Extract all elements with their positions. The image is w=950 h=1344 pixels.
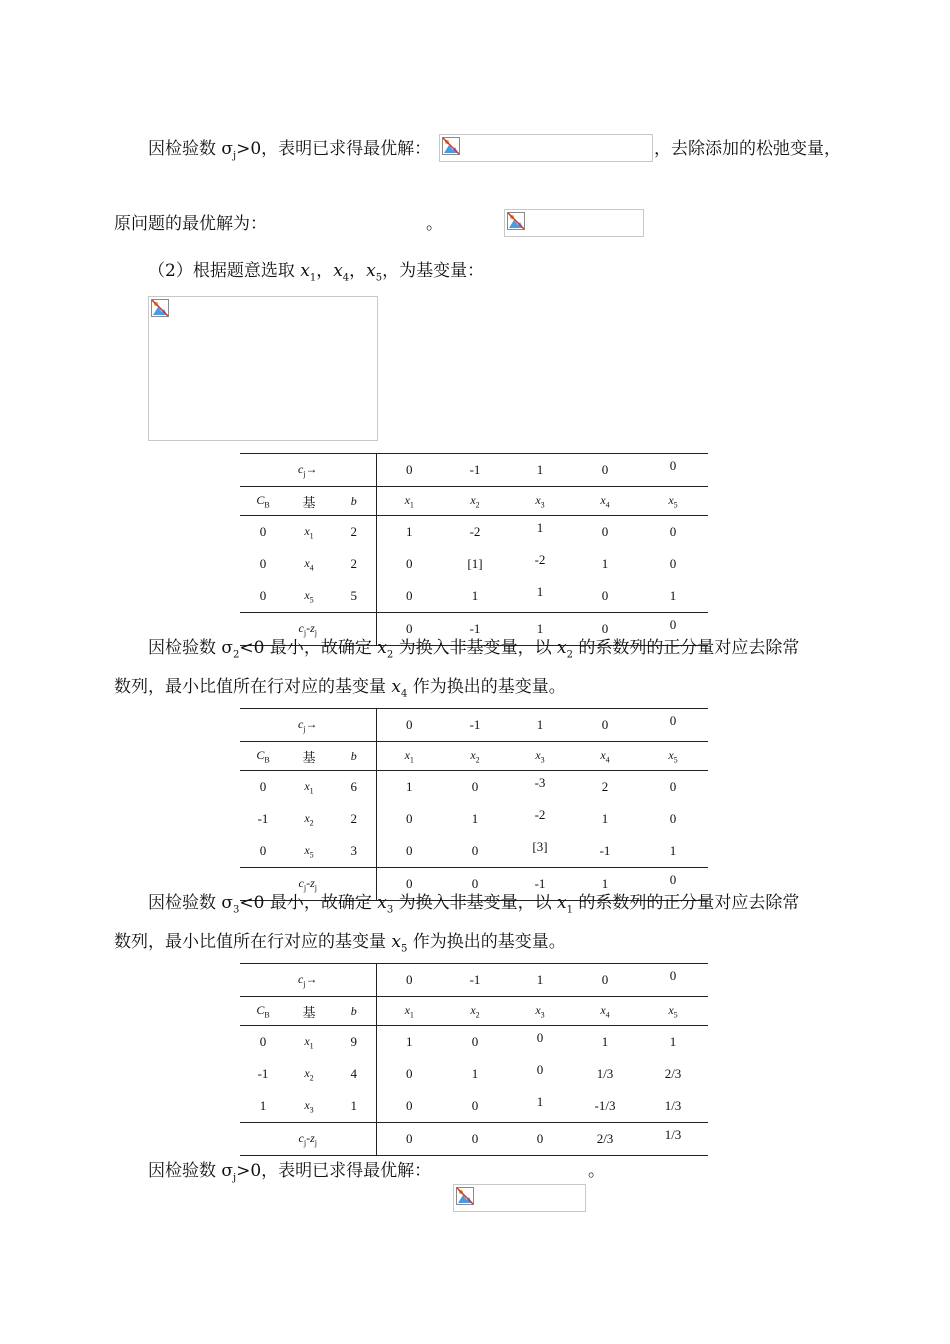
subscript: 5 bbox=[375, 272, 383, 284]
var-cell: $x_5$ bbox=[638, 487, 708, 516]
coef-value: 1 bbox=[536, 1094, 544, 1109]
var: x bbox=[377, 893, 387, 913]
subscript: 1 bbox=[309, 272, 317, 284]
table-row bbox=[240, 1026, 708, 1059]
reduced-cost-value: 0 bbox=[638, 613, 708, 646]
cb-value: 0 bbox=[259, 1034, 267, 1049]
subscript: j bbox=[303, 979, 306, 989]
cj-value: 0 bbox=[638, 454, 708, 487]
subscript: 1 bbox=[309, 531, 314, 541]
formula-image-placeholder bbox=[504, 209, 644, 237]
var: x bbox=[391, 677, 401, 697]
basis-header: 基 bbox=[286, 487, 332, 516]
reduced-cost-value: 0 bbox=[376, 1123, 442, 1156]
formula-image-placeholder bbox=[439, 134, 653, 162]
text: >0，表明已求得最优解： bbox=[236, 139, 432, 159]
broken-image-icon bbox=[507, 212, 525, 230]
b-header: b bbox=[332, 742, 376, 771]
subscript: j bbox=[303, 883, 307, 893]
coef-value: 2 bbox=[601, 779, 609, 794]
cj-row bbox=[240, 964, 708, 997]
text: 。 bbox=[588, 1161, 605, 1181]
pivot-explanation-2 bbox=[148, 891, 799, 922]
formula-image-placeholder bbox=[453, 1184, 586, 1212]
var-cell: $x_2$ bbox=[442, 487, 508, 516]
cj-value: 0 bbox=[572, 454, 638, 487]
basis-header: 基 bbox=[286, 997, 332, 1026]
subscript: j bbox=[314, 1138, 317, 1148]
coef-value: 1 bbox=[406, 779, 413, 794]
text: <0 最小，故确定 bbox=[239, 893, 378, 913]
var: x bbox=[333, 261, 343, 281]
coef-value: 0 bbox=[669, 811, 677, 826]
coef-value: 1 bbox=[471, 1066, 479, 1081]
subscript: 1 bbox=[409, 1010, 414, 1020]
cj-value: 0 bbox=[376, 709, 442, 742]
broken-image-icon bbox=[456, 1187, 474, 1205]
var-cell: $x_5$ bbox=[304, 587, 314, 605]
coef-value: -1/3 bbox=[594, 1098, 616, 1113]
subscript: 3 bbox=[386, 904, 394, 916]
b-value: 5 bbox=[332, 580, 376, 613]
text: 的系数列的正分量对应去除常 bbox=[573, 638, 800, 658]
subscript: 3 bbox=[540, 1010, 545, 1020]
coef-value: -3 bbox=[534, 775, 546, 790]
text: 数列，最小比值所在行对应的基变量 bbox=[114, 677, 392, 697]
var: x bbox=[557, 893, 567, 913]
subscript: 5 bbox=[401, 943, 408, 955]
coef-value: 0 bbox=[669, 524, 677, 539]
text: 作为换出的基变量。 bbox=[407, 932, 566, 952]
cb-value: 0 bbox=[259, 779, 267, 794]
table-row bbox=[240, 835, 708, 868]
subscript: 5 bbox=[673, 1010, 678, 1020]
subscript: 1 bbox=[409, 755, 414, 765]
text: ， bbox=[316, 261, 334, 281]
optimal-solution-line bbox=[148, 137, 431, 168]
simplex-tableau bbox=[240, 963, 708, 1156]
var-cell: $x_3$ bbox=[304, 1097, 314, 1115]
var-cell: $x_1$ bbox=[376, 487, 442, 516]
coef-value: 0 bbox=[406, 811, 413, 826]
subscript: j bbox=[303, 724, 306, 734]
table-row bbox=[240, 516, 708, 549]
cj-label: $c_j\to$ bbox=[240, 709, 376, 742]
var-cell: $x_5$ bbox=[638, 997, 708, 1026]
czj-label: $c_j-z_j$ bbox=[240, 868, 376, 901]
arrow: → bbox=[305, 716, 318, 731]
broken-image-icon bbox=[442, 137, 460, 155]
coef-value: 0 bbox=[406, 588, 413, 603]
b-header: b bbox=[332, 997, 376, 1026]
pivot-explanation-1-cont bbox=[114, 675, 566, 706]
coef-value: 0 bbox=[601, 524, 609, 539]
b-value: 2 bbox=[332, 548, 376, 580]
coef-value: 1/3 bbox=[664, 1098, 682, 1113]
var-cell: $x_1$ bbox=[304, 523, 314, 541]
cb-value: 0 bbox=[259, 556, 267, 571]
coef-value: 0 bbox=[471, 843, 479, 858]
subscript: 5 bbox=[309, 850, 314, 860]
subscript: 1 bbox=[309, 786, 314, 796]
cb-value: 0 bbox=[259, 843, 267, 858]
cb-header: $C_B$ bbox=[240, 487, 286, 516]
cj-value: -1 bbox=[442, 454, 508, 487]
model-image-placeholder bbox=[148, 296, 378, 441]
reduced-cost-row bbox=[240, 1123, 708, 1156]
coef-value: 1/3 bbox=[596, 1066, 614, 1081]
text: 数列，最小比值所在行对应的基变量 bbox=[114, 932, 392, 952]
b-value: 2 bbox=[332, 803, 376, 835]
text: 因检验数 σ bbox=[148, 638, 234, 658]
cb-value: 0 bbox=[259, 588, 267, 603]
subscript: 3 bbox=[540, 500, 545, 510]
subscript: 2 bbox=[566, 649, 574, 661]
czj-label: $c_j-z_j$ bbox=[240, 1123, 376, 1156]
coef-value: 0 bbox=[601, 588, 609, 603]
simplex-tableau bbox=[240, 708, 708, 901]
subscript: 4 bbox=[605, 1010, 610, 1020]
czj-label: $c_j-z_j$ bbox=[240, 613, 376, 646]
var-cell: $x_3$ bbox=[508, 487, 572, 516]
var-cell: $x_1$ bbox=[376, 997, 442, 1026]
cb-value: -1 bbox=[257, 811, 269, 826]
text: <0 最小，故确定 bbox=[239, 638, 378, 658]
coef-value: 0 bbox=[406, 1066, 413, 1081]
text: 为换入非基变量，以 bbox=[393, 893, 558, 913]
coef-value: 1 bbox=[601, 1034, 609, 1049]
cj-value: 0 bbox=[638, 709, 708, 742]
coef-value: 2/3 bbox=[664, 1066, 682, 1081]
reduced-cost-value: 0 bbox=[638, 868, 708, 901]
cj-label: $c_j\to$ bbox=[240, 964, 376, 997]
subscript: j bbox=[303, 469, 306, 479]
cj-value: 0 bbox=[376, 964, 442, 997]
subscript: 4 bbox=[605, 755, 610, 765]
text: ， bbox=[349, 261, 367, 281]
table-row bbox=[240, 803, 708, 835]
subscript: 5 bbox=[309, 595, 314, 605]
reduced-cost-value: 0 bbox=[442, 1123, 508, 1156]
var: x bbox=[377, 638, 387, 658]
b-value: 9 bbox=[332, 1026, 376, 1059]
var-cell: $x_2$ bbox=[304, 1065, 314, 1083]
text: ，去除添加的松弛变量， bbox=[654, 139, 841, 159]
broken-image-icon bbox=[151, 299, 169, 317]
subscript: 5 bbox=[673, 755, 678, 765]
reduced-cost-value: 1 bbox=[508, 613, 572, 646]
cj-value: 1 bbox=[508, 709, 572, 742]
pivot-explanation-1 bbox=[148, 636, 799, 667]
subscript: j bbox=[303, 628, 307, 638]
coef-value: -1 bbox=[599, 843, 611, 858]
subscript: 2 bbox=[233, 649, 240, 661]
cj-value: 0 bbox=[572, 964, 638, 997]
coef-value: 0 bbox=[669, 779, 677, 794]
reduced-cost-value: 0 bbox=[376, 613, 442, 646]
var-cell: $x_4$ bbox=[572, 487, 638, 516]
var: x bbox=[391, 932, 401, 952]
coef-value: -2 bbox=[534, 552, 546, 567]
text: ，为基变量： bbox=[382, 261, 485, 281]
pivot-explanation-2-cont bbox=[114, 930, 566, 961]
cj-value: -1 bbox=[442, 709, 508, 742]
subscript: j bbox=[314, 883, 317, 893]
cb-value: 1 bbox=[259, 1098, 267, 1113]
coef-value: 0 bbox=[471, 1098, 479, 1113]
original-solution-label: 原问题的最优解为： bbox=[114, 214, 267, 234]
header-row bbox=[240, 487, 708, 516]
coef-value: 1 bbox=[669, 843, 677, 858]
var-cell: $x_2$ bbox=[304, 810, 314, 828]
subscript: j bbox=[233, 1172, 237, 1184]
subscript: 1 bbox=[309, 1041, 314, 1051]
header-row bbox=[240, 997, 708, 1026]
reduced-cost-value: 2/3 bbox=[572, 1123, 638, 1156]
text: 。 bbox=[426, 214, 443, 234]
subscript: 4 bbox=[342, 272, 350, 284]
text: 作为换出的基变量。 bbox=[407, 677, 566, 697]
cj-row bbox=[240, 709, 708, 742]
subscript: 2 bbox=[386, 649, 394, 661]
subscript: 1 bbox=[409, 500, 414, 510]
simplex-tableau bbox=[240, 453, 708, 646]
b-value: 3 bbox=[332, 835, 376, 868]
subscript: 5 bbox=[673, 500, 678, 510]
coef-value: 1 bbox=[536, 520, 544, 535]
b-value: 1 bbox=[332, 1090, 376, 1123]
coef-value: -2 bbox=[534, 807, 546, 822]
header-row bbox=[240, 742, 708, 771]
arrow: → bbox=[305, 971, 318, 986]
subscript: 4 bbox=[605, 500, 610, 510]
table-row bbox=[240, 1090, 708, 1123]
subscript: 2 bbox=[309, 818, 314, 828]
coef-value: 1 bbox=[601, 556, 609, 571]
subscript: 2 bbox=[475, 500, 480, 510]
var-cell: $x_2$ bbox=[442, 997, 508, 1026]
var-cell: $x_3$ bbox=[508, 742, 572, 771]
coef-value: 1 bbox=[669, 1034, 677, 1049]
text: 为换入非基变量，以 bbox=[393, 638, 558, 658]
reduced-cost-value: -1 bbox=[508, 868, 572, 901]
cj-value: 1 bbox=[508, 964, 572, 997]
coef-value: [3] bbox=[532, 839, 548, 854]
var: x bbox=[300, 261, 310, 281]
coef-value: 1 bbox=[406, 524, 413, 539]
subscript: j bbox=[303, 1138, 307, 1148]
table-row bbox=[240, 771, 708, 804]
var-cell: $x_2$ bbox=[442, 742, 508, 771]
subscript: B bbox=[264, 500, 270, 510]
arrow: → bbox=[305, 461, 318, 476]
coef-value: 0 bbox=[471, 779, 479, 794]
b-value: 2 bbox=[332, 516, 376, 549]
subscript: 1 bbox=[566, 904, 574, 916]
cj-row bbox=[240, 454, 708, 487]
b-value: 4 bbox=[332, 1058, 376, 1090]
cj-value: -1 bbox=[442, 964, 508, 997]
coef-value: 0 bbox=[406, 843, 413, 858]
reduced-cost-value: 1 bbox=[572, 868, 638, 901]
final-optimal-line bbox=[148, 1159, 431, 1190]
coef-value: 0 bbox=[471, 1034, 479, 1049]
coef-value: 1 bbox=[669, 588, 677, 603]
subscript: j bbox=[233, 150, 237, 162]
subscript: B bbox=[264, 1010, 270, 1020]
cb-header: $C_B$ bbox=[240, 742, 286, 771]
subscript: 2 bbox=[475, 1010, 480, 1020]
text: >0，表明已求得最优解： bbox=[236, 1161, 432, 1181]
subscript: 3 bbox=[540, 755, 545, 765]
cb-value: -1 bbox=[257, 1066, 269, 1081]
text: 因检验数 σ bbox=[148, 893, 234, 913]
b-header: b bbox=[332, 487, 376, 516]
basis-header: 基 bbox=[286, 742, 332, 771]
coef-value: 0 bbox=[536, 1062, 544, 1077]
var: x bbox=[557, 638, 567, 658]
reduced-cost-value: 1/3 bbox=[638, 1123, 708, 1156]
subscript: 3 bbox=[309, 1105, 314, 1115]
table-row bbox=[240, 580, 708, 613]
b-value: 6 bbox=[332, 771, 376, 804]
var-cell: $x_1$ bbox=[304, 1033, 314, 1051]
coef-value: 1 bbox=[536, 584, 544, 599]
cb-value: 0 bbox=[259, 524, 267, 539]
reduced-cost-value: 0 bbox=[442, 868, 508, 901]
reduced-cost-value: 0 bbox=[376, 868, 442, 901]
var-cell: $x_4$ bbox=[572, 742, 638, 771]
var-cell: $x_5$ bbox=[304, 842, 314, 860]
subscript: 4 bbox=[401, 688, 408, 700]
cj-value: 1 bbox=[508, 454, 572, 487]
coef-value: 1 bbox=[601, 811, 609, 826]
basis-selection-line bbox=[148, 259, 484, 290]
coef-value: 1 bbox=[471, 811, 479, 826]
var-cell: $x_3$ bbox=[508, 997, 572, 1026]
cj-value: 0 bbox=[376, 454, 442, 487]
text: 因检验数 σ bbox=[148, 139, 234, 159]
coef-value: [1] bbox=[467, 556, 483, 571]
subscript: 4 bbox=[309, 563, 314, 573]
text: 的系数列的正分量对应去除常 bbox=[573, 893, 800, 913]
subscript: 2 bbox=[309, 1073, 314, 1083]
var-cell: $x_4$ bbox=[572, 997, 638, 1026]
coef-value: 0 bbox=[669, 556, 677, 571]
var: x bbox=[366, 261, 376, 281]
var-cell: $x_4$ bbox=[304, 555, 314, 573]
cb-header: $C_B$ bbox=[240, 997, 286, 1026]
subscript: 3 bbox=[233, 904, 240, 916]
coef-value: -2 bbox=[469, 524, 481, 539]
reduced-cost-value: 0 bbox=[572, 613, 638, 646]
cj-value: 0 bbox=[638, 964, 708, 997]
reduced-cost-value: -1 bbox=[442, 613, 508, 646]
coef-value: 0 bbox=[536, 1030, 544, 1045]
var-cell: $x_5$ bbox=[638, 742, 708, 771]
var-cell: $x_1$ bbox=[304, 778, 314, 796]
coef-value: 0 bbox=[406, 556, 413, 571]
coef-value: 1 bbox=[471, 588, 479, 603]
subscript: 2 bbox=[475, 755, 480, 765]
subscript: j bbox=[314, 628, 317, 638]
cj-value: 0 bbox=[572, 709, 638, 742]
reduced-cost-value: 0 bbox=[508, 1123, 572, 1156]
coef-value: 0 bbox=[406, 1098, 413, 1113]
text: 因检验数 σ bbox=[148, 1161, 234, 1181]
table-row bbox=[240, 548, 708, 580]
text: （2）根据题意选取 bbox=[148, 261, 301, 281]
table-row bbox=[240, 1058, 708, 1090]
coef-value: 1 bbox=[406, 1034, 413, 1049]
cj-label: $c_j\to$ bbox=[240, 454, 376, 487]
var-cell: $x_1$ bbox=[376, 742, 442, 771]
subscript: B bbox=[264, 755, 270, 765]
